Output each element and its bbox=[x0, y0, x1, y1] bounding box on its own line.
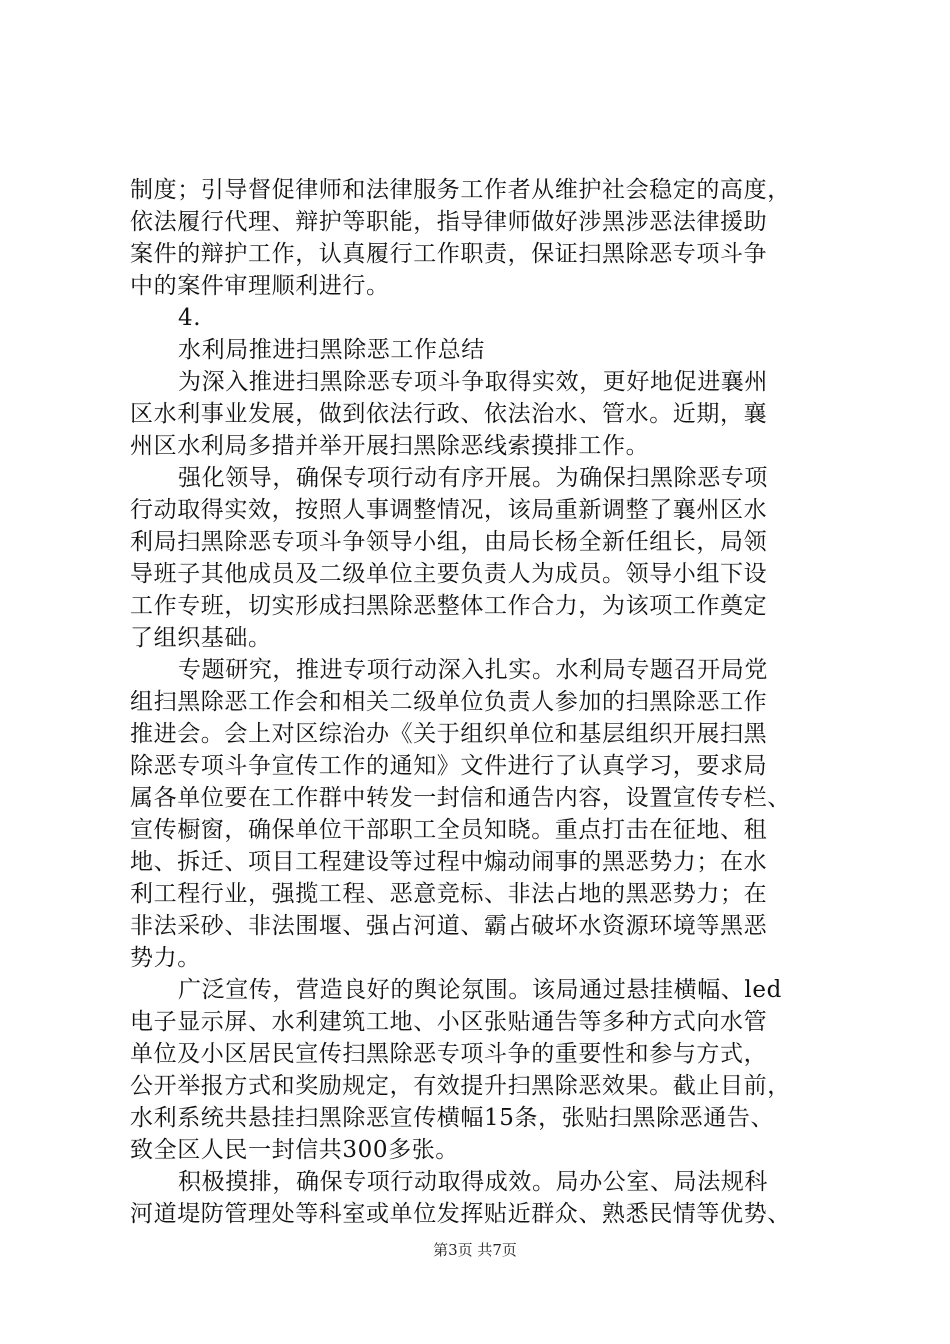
text-line: 中的案件审理顺利进行。 bbox=[130, 273, 390, 299]
text-line: 案件的辩护工作，认真履行工作职责，保证扫黑除恶专项斗争 bbox=[130, 241, 768, 267]
text-line: 利工程行业，强揽工程、恶意竞标、非法占地的黑恶势力；在 bbox=[130, 881, 768, 907]
text-line: 推进会。会上对区综治办《关于组织单位和基层组织开展扫黑 bbox=[130, 721, 768, 747]
text-line: 非法采砂、非法围堰、强占河道、霸占破坏水资源环境等黑恶 bbox=[130, 913, 768, 939]
page-footer: 第3页 共7页 bbox=[433, 1241, 517, 1259]
text-line: 公开举报方式和奖励规定，有效提升扫黑除恶效果。截止目前， bbox=[130, 1073, 791, 1099]
text-line: 了组织基础。 bbox=[130, 625, 272, 651]
text-line: 河道堤防管理处等科室或单位发挥贴近群众、熟悉民情等优势、 bbox=[130, 1201, 791, 1227]
text-line: 广泛宣传，营造良好的舆论氛围。该局通过悬挂横幅、led bbox=[178, 977, 782, 1003]
text-line: 积极摸排，确保专项行动取得成效。局办公室、局法规科 bbox=[178, 1169, 768, 1195]
text-line: 组扫黑除恶工作会和相关二级单位负责人参加的扫黑除恶工作 bbox=[130, 689, 768, 715]
text-line: 单位及小区居民宣传扫黑除恶专项斗争的重要性和参与方式， bbox=[130, 1041, 768, 1067]
text-line: 工作专班，切实形成扫黑除恶整体工作合力，为该项工作奠定 bbox=[130, 593, 768, 619]
text-line: 行动取得实效，按照人事调整情况，该局重新调整了襄州区水 bbox=[130, 497, 768, 523]
text-line: 4. bbox=[178, 305, 202, 331]
text-line: 依法履行代理、辩护等职能，指导律师做好涉黑涉恶法律援助 bbox=[130, 209, 768, 235]
text-line: 水利系统共悬挂扫黑除恶宣传横幅15条，张贴扫黑除恶通告、 bbox=[130, 1105, 775, 1131]
text-line: 州区水利局多措并举开展扫黑除恶线索摸排工作。 bbox=[130, 433, 650, 459]
text-line: 专题研究，推进专项行动深入扎实。水利局专题召开局党 bbox=[178, 657, 768, 683]
text-line: 势力。 bbox=[130, 945, 201, 971]
text-line: 区水利事业发展，做到依法行政、依法治水、管水。近期，襄 bbox=[130, 401, 768, 427]
text-line: 导班子其他成员及二级单位主要负责人为成员。领导小组下设 bbox=[130, 561, 768, 587]
text-line: 电子显示屏、水利建筑工地、小区张贴通告等多种方式向水管 bbox=[130, 1009, 768, 1035]
text-line: 制度；引导督促律师和法律服务工作者从维护社会稳定的高度， bbox=[130, 177, 791, 203]
text-line: 强化领导，确保专项行动有序开展。为确保扫黑除恶专项 bbox=[178, 465, 768, 491]
text-line: 除恶专项斗争宣传工作的通知》文件进行了认真学习，要求局 bbox=[130, 753, 768, 779]
text-line: 宣传橱窗，确保单位干部职工全员知晓。重点打击在征地、租 bbox=[130, 817, 768, 843]
document-body bbox=[130, 174, 830, 1230]
text-line: 属各单位要在工作群中转发一封信和通告内容，设置宣传专栏、 bbox=[130, 785, 791, 811]
text-line: 地、拆迁、项目工程建设等过程中煽动闹事的黑恶势力；在水 bbox=[130, 849, 768, 875]
text-line: 为深入推进扫黑除恶专项斗争取得实效，更好地促进襄州 bbox=[178, 369, 768, 395]
text-line: 水利局推进扫黑除恶工作总结 bbox=[178, 337, 485, 363]
text-line: 致全区人民一封信共300多张。 bbox=[130, 1137, 459, 1163]
text-line: 利局扫黑除恶专项斗争领导小组，由局长杨全新任组长，局领 bbox=[130, 529, 768, 555]
